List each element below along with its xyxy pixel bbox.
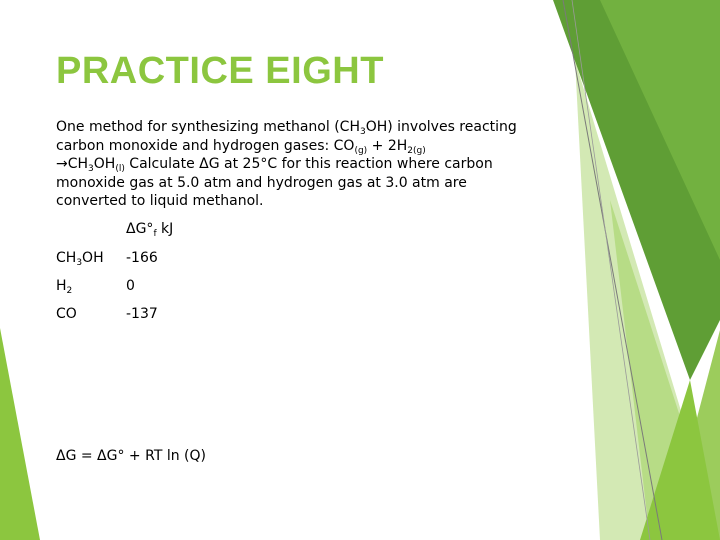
- species-sub: 2: [66, 286, 73, 296]
- problem-text-2: OH) involves reacting carbon monoxide and hydrogen gases: CO: [56, 119, 517, 154]
- problem-statement: [56, 118, 536, 211]
- free-energy-value: -166: [126, 250, 158, 266]
- table-header-unit: kJ: [156, 221, 174, 237]
- species-sub: 3: [76, 258, 83, 268]
- table-row: [56, 306, 158, 322]
- table-row: [56, 250, 158, 266]
- left-triangle: [0, 328, 40, 540]
- slide-title: PRACTICE EIGHT: [56, 50, 384, 92]
- problem-sub-1: 3: [359, 127, 366, 137]
- problem-text-6: Calculate ΔG at 25°C for this reaction where carbon monoxide gas at 5.0 atm and hydrogen gas at 3.0 atm are converted to liquid methanol.: [56, 156, 493, 209]
- gibbs-equation: ΔG = ΔG° + RT ln (Q): [56, 448, 206, 464]
- species-text: CO: [56, 306, 77, 322]
- problem-sub-3: 2(g): [407, 145, 426, 156]
- problem-text-5: OH: [93, 156, 116, 172]
- species: [56, 306, 126, 322]
- problem-sub-5: (l): [115, 164, 125, 174]
- table-row: [56, 278, 135, 294]
- species-text: CH: [56, 250, 77, 266]
- problem-text-4: →CH: [56, 156, 89, 172]
- problem-text-1: One method for synthesizing methanol (CH: [56, 119, 360, 135]
- table-header-symbol: ΔG°: [126, 221, 154, 237]
- free-energy-value: -137: [126, 306, 158, 322]
- problem-sub-4: 3: [88, 164, 94, 174]
- table-header-sub: f: [153, 229, 157, 239]
- species: [56, 278, 126, 294]
- problem-sub-2: (g): [354, 145, 368, 156]
- species-text-2: OH: [82, 250, 104, 266]
- problem-text-3: + 2H: [367, 137, 408, 154]
- table-header: [126, 221, 173, 237]
- species-text: H: [56, 278, 67, 294]
- species: [56, 250, 126, 266]
- free-energy-value: 0: [126, 278, 135, 294]
